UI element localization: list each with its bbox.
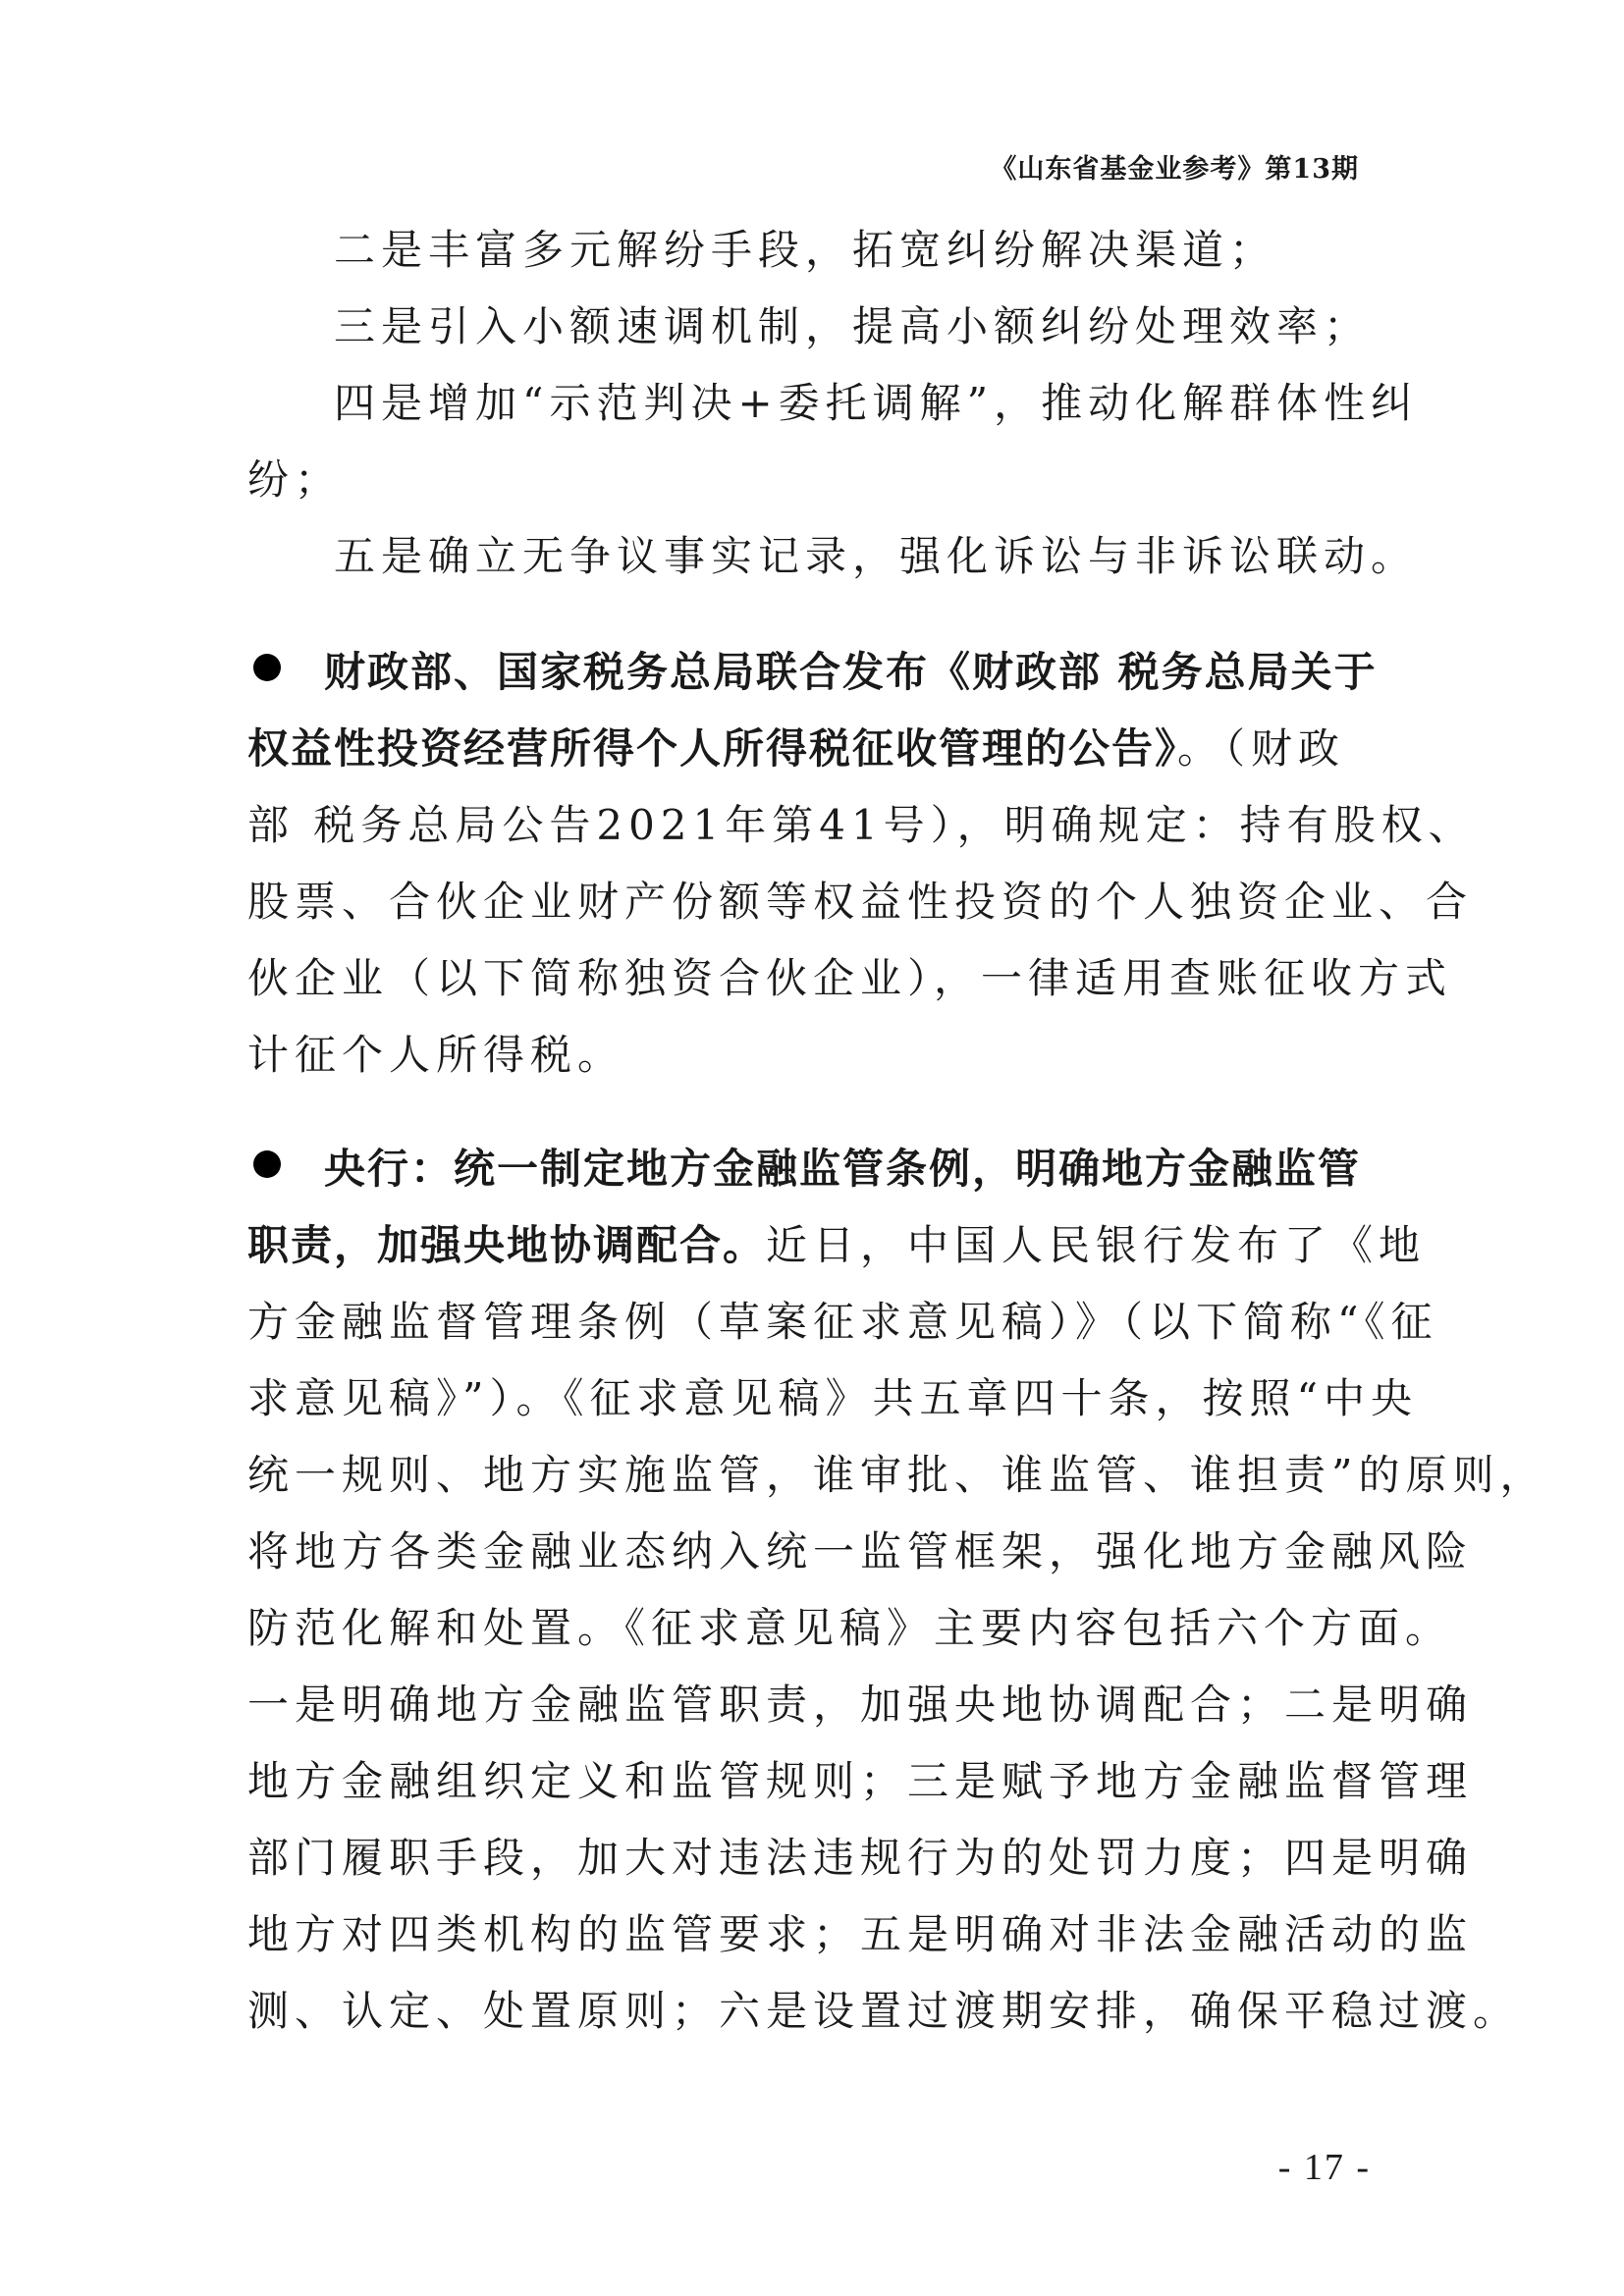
paragraph-line: 防范化解和处置。《征求意见稿》主要内容包括六个方面。 (247, 1604, 1453, 1652)
page-number: - 17 - (1277, 2147, 1371, 2188)
paragraph-line: 求意见稿》”）。《征求意见稿》共五章四十条，按照“中央 (247, 1374, 1418, 1422)
paragraph-line: 测、认定、处置原则；六是设置过渡期安排，确保平稳过渡。 (247, 1987, 1521, 2035)
section-heading-continued: 职责，加强央地协调配合。 (247, 1221, 767, 1269)
paragraph-line: 五是确立无争议事实记录，强化诉讼与非诉讼联动。 (334, 532, 1419, 580)
paragraph-line: 四是增加“示范判决+委托调解”，推动化解群体性纠 (334, 379, 1419, 427)
paragraph-line (247, 717, 1345, 775)
paragraph-line: 二是丰富多元解纷手段，拓宽纠纷解决渠道； (334, 226, 1277, 274)
bullet-icon (253, 654, 281, 681)
bullet-icon (253, 1150, 281, 1178)
paragraph-line: 伙企业（以下简称独资合伙企业），一律适用查账征收方式 (247, 954, 1453, 1002)
paragraph-line: 一是明确地方金融监管职责，加强央地协调配合；二是明确 (247, 1681, 1474, 1729)
paragraph-line: 部 税务总局公告2021年第41号），明确规定：持有股权、 (247, 801, 1476, 849)
paragraph-line: 股票、合伙企业财产份额等权益性投资的个人独资企业、合 (247, 878, 1474, 926)
paragraph-line: 方金融监督管理条例（草案征求意见稿）》（以下简称“《征 (247, 1298, 1438, 1346)
section-heading: 央行：统一制定地方金融监管条例，明确地方金融监管 (324, 1145, 1362, 1193)
paragraph-line: 地方金融组织定义和监管规则；三是赋予地方金融监督管理 (247, 1757, 1474, 1805)
paragraph-line: 三是引入小额速调机制，提高小额纠纷处理效率； (334, 302, 1372, 350)
paragraph-line: 部门履职手段，加大对违法违规行为的处罚力度；四是明确 (247, 1834, 1474, 1882)
paragraph-line: 统一规则、地方实施监管，谁审批、谁监管、谁担责”的原则， (247, 1451, 1547, 1499)
paragraph-line: 将地方各类金融业态纳入统一监管框架，强化地方金融风险 (247, 1527, 1474, 1575)
paragraph-line: 地方对四类机构的监管要求；五是明确对非法金融活动的监 (247, 1910, 1474, 1958)
paragraph-line (247, 1213, 1426, 1272)
paragraph-line: 计征个人所得税。 (247, 1031, 625, 1079)
section-heading: 财政部、国家税务总局联合发布《财政部 税务总局关于 (324, 648, 1378, 696)
paragraph-text: 。（财政 (1177, 724, 1346, 773)
paragraph-text: 近日，中国人民银行发布了《地 (766, 1221, 1427, 1269)
paragraph-line: 纷； (247, 455, 343, 504)
section-heading-continued: 权益性投资经营所得个人所得税征收管理的公告》 (247, 724, 1178, 773)
publication-header: 《山东省基金业参考》第13期 (990, 154, 1359, 185)
